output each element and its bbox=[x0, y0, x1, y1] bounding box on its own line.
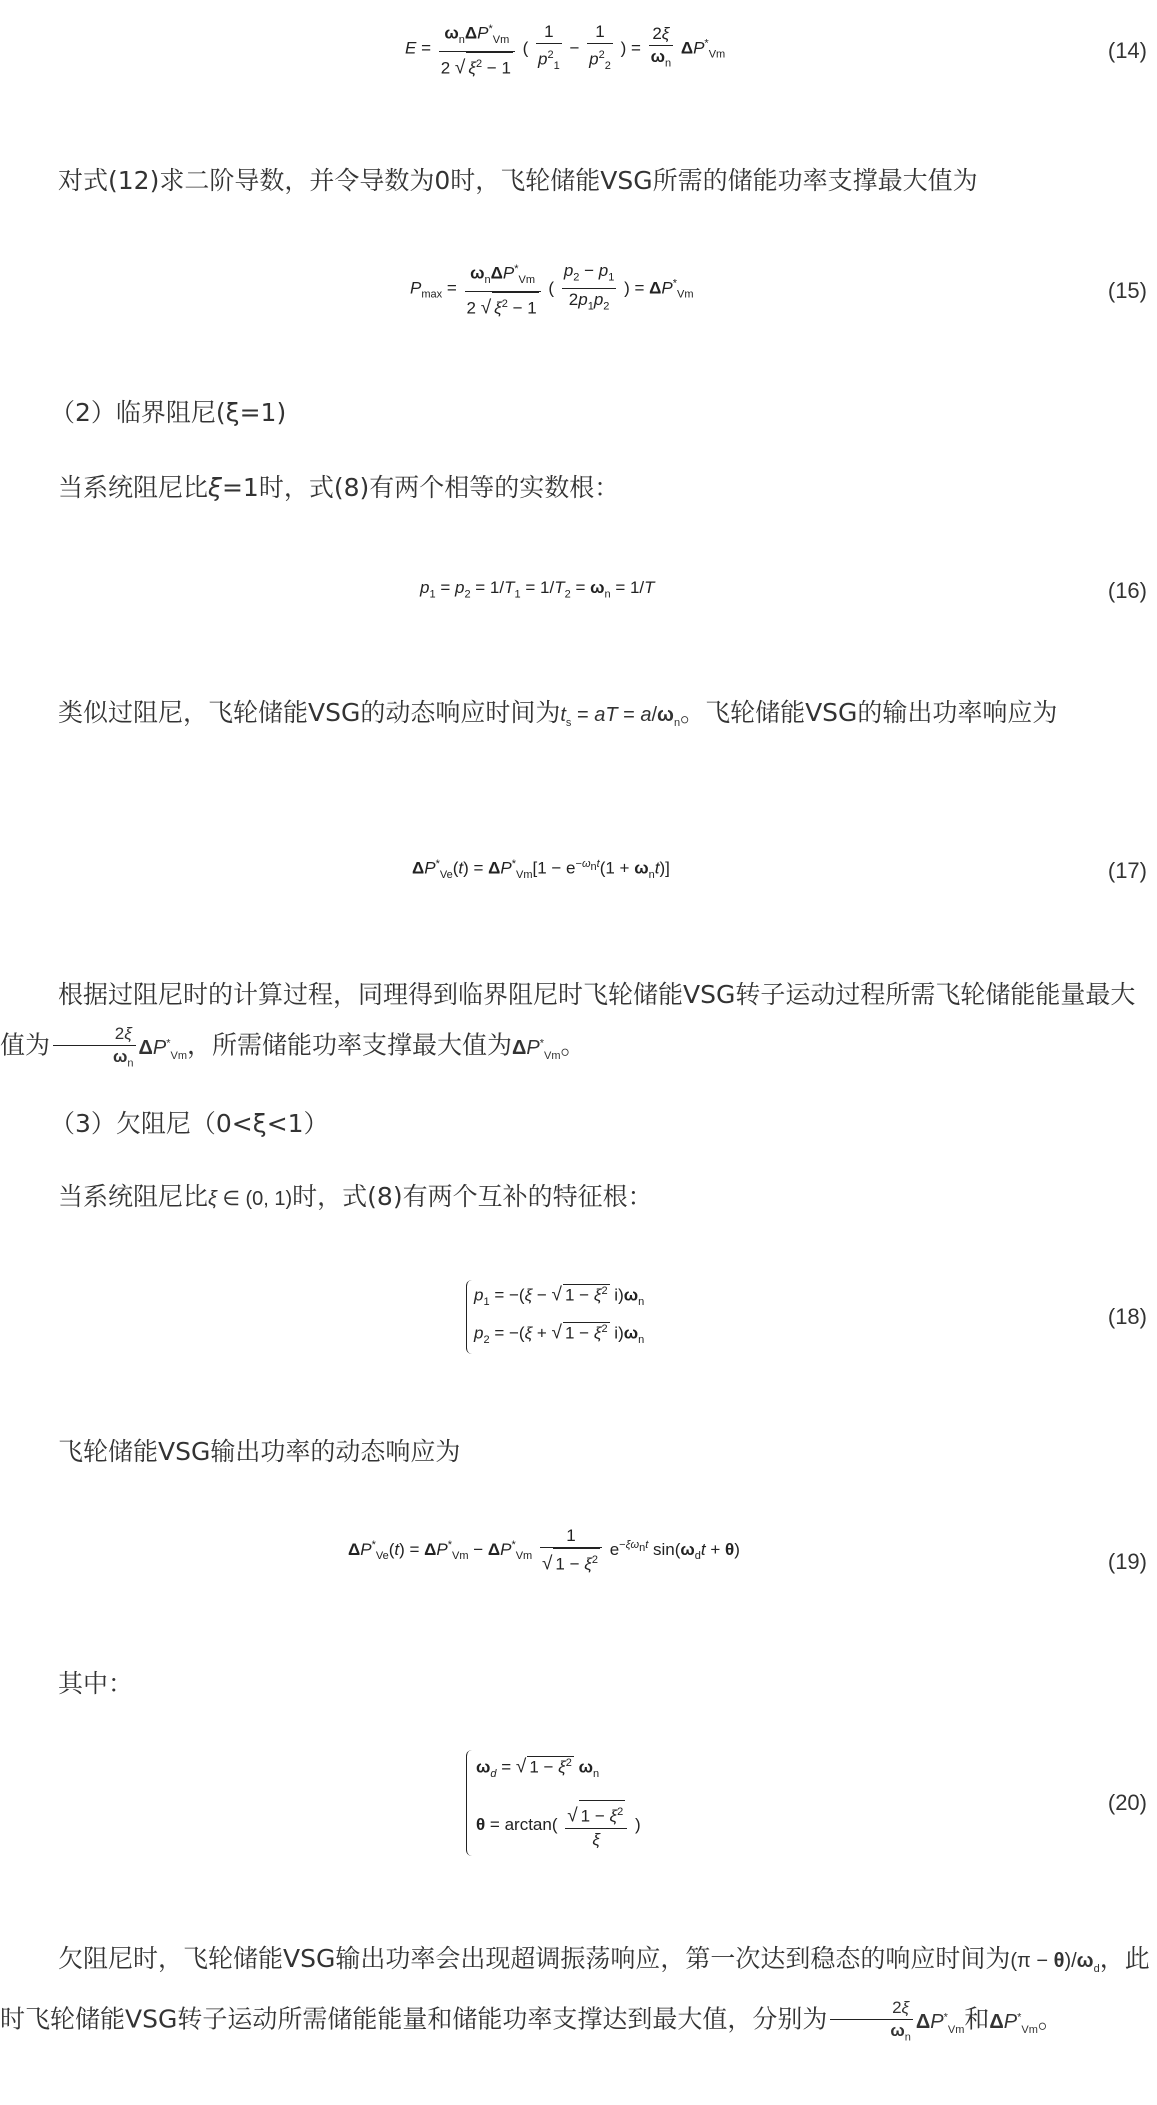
paragraph-text: 。 bbox=[560, 1030, 586, 1060]
section-heading: （3）欠阻尼（0<ξ<1） bbox=[50, 1109, 329, 1138]
paragraph: 根据过阻尼时的计算过程，同理得到临界阻尼时飞轮储能VSG转子运动过程所需飞轮储能能量最大值为 $\frac{2\xi}{\omega_n}$ $\Delta P^*_{Vm}$，所需储能功率支撑最大值为$\Delta P^*_{Vm}$。 bbox=[0, 980, 1136, 1070]
equation-20: $\omega_d$ = √ $1 - \xi^2$ $\omega_n$ θ = arctan( $\frac{√ 1 - \xi^2}{\xi}$ ) (20) bbox=[0, 1750, 1157, 1860]
paragraph-text: 当系统阻尼比 bbox=[58, 1182, 209, 1211]
equation-19: $\Delta P^*_{Ve}(t) = \Delta P^*_{Vm} - \Delta P^*_{Vm}$ $\frac{1}{√ 1 - \xi^2}$ $e^{-\xi\omega_nt}$ $\sin(\omega_dt + \theta)$ (19) bbox=[348, 1526, 1147, 1575]
equation-number: (18) bbox=[1107, 1304, 1147, 1329]
paragraph-text: 和 bbox=[964, 2004, 990, 2034]
paragraph-text: 根据过阻尼时的计算过程，同理得到临界阻尼时飞轮储能VSG转子运动过程所需飞轮储能能量最大值为 bbox=[0, 980, 1136, 1060]
equation-18: $p_1 = -(\xi$ − √ $1 - \xi^2$ $i)\omega_n$ $p_2 = -(\xi$ + √ $1 - \xi^2$ $i)\omega_n$ (18) bbox=[0, 1280, 1157, 1360]
equation-number: (15) bbox=[1107, 278, 1147, 303]
paragraph-text: ，此时飞轮储能VSG转子运动所需储能能量和储能功率支撑达到最大值，分别为 bbox=[0, 1944, 1150, 2034]
equation-number: (20) bbox=[1107, 1790, 1147, 1815]
equation-16: $p_1 = p_2 = 1/T_1 = 1/T_2 = \omega_n = 1/T$ (16) bbox=[420, 578, 1147, 603]
equation-number: (16) bbox=[1107, 578, 1147, 603]
equation-number: (19) bbox=[1107, 1549, 1147, 1574]
paragraph: 其中： bbox=[58, 1669, 134, 1698]
equation-number: (17) bbox=[1107, 858, 1147, 883]
equation-17: $\Delta P^*_{Ve}(t) = \Delta P^*_{Vm}[1 - e^{-\omega_nt}(1 + \omega_nt)]$ (17) bbox=[412, 858, 1147, 883]
paragraph: 当系统阻尼比ξ=1时，式(8)有两个相等的实数根： bbox=[58, 473, 620, 502]
section-heading: （2）临界阻尼(ξ=1) bbox=[50, 398, 287, 427]
equation-number: (14) bbox=[1107, 38, 1147, 63]
paragraph-text: 时，式(8)有两个互补的特征根： bbox=[292, 1182, 653, 1211]
paragraph-text: ，所需储能功率支撑最大值为 bbox=[187, 1030, 513, 1060]
equation-14: E = $\frac{\omega_n\Delta P^*_{Vm}}{2 √ \xi^2 - 1}$ ( $\frac{1}{p^2_1}$ − $\frac{1}{p^2_2}$ ) = $\frac{2\xi}{\omega_n}$ $\Delta P^*_{Vm}$ (14) bbox=[0, 18, 1157, 88]
equation-15: $P_{max}$ = $\frac{\omega_n\Delta P^*_{Vm}}{2 √ \xi^2 - 1}$ ( $\frac{p_2 - p_1}{2p_1p_2}$ ) = $\Delta P^*_{Vm}$ (15) bbox=[0, 258, 1157, 328]
paragraph: 欠阻尼时，飞轮储能VSG输出功率会出现超调振荡响应，第一次达到稳态的响应时间为$(\pi - \theta)/\omega_d$，此时飞轮储能VSG转子运动所需储能能量和储能功率支撑达到最大值，分别为 $\frac{2\xi}{\omega_n}$ $\Delta P^*_{Vm}$和$\Delta P^*_{Vm}$。 bbox=[0, 1944, 1150, 2044]
paragraph-text: 欠阻尼时，飞轮储能VSG输出功率会出现超调振荡响应，第一次达到稳态的响应时间为 bbox=[58, 1944, 1011, 1973]
brace bbox=[466, 1750, 473, 1856]
paragraph-text: 类似过阻尼，飞轮储能VSG的动态响应时间为 bbox=[58, 698, 561, 727]
paragraph-text: 。飞轮储能VSG的输出功率响应为 bbox=[680, 698, 1058, 727]
paragraph-text: 当系统阻尼比 bbox=[58, 473, 209, 502]
paragraph: 当系统阻尼比ξ ∈ (0, 1)时，式(8)有两个互补的特征根： bbox=[58, 1182, 653, 1211]
paragraph: 对式(12)求二阶导数，并令导数为0时，飞轮储能VSG所需的储能功率支撑最大值为 bbox=[58, 166, 978, 195]
paragraph-text: 。 bbox=[1037, 2004, 1063, 2034]
paragraph: 飞轮储能VSG输出功率的动态响应为 bbox=[58, 1437, 461, 1466]
paragraph: 类似过阻尼，飞轮储能VSG的动态响应时间为$t_s$ = aT = $a/\omega_n$。飞轮储能VSG的输出功率响应为 bbox=[58, 698, 1058, 729]
paragraph-text: =1时，式(8)有两个相等的实数根： bbox=[221, 473, 620, 502]
brace bbox=[466, 1280, 473, 1354]
